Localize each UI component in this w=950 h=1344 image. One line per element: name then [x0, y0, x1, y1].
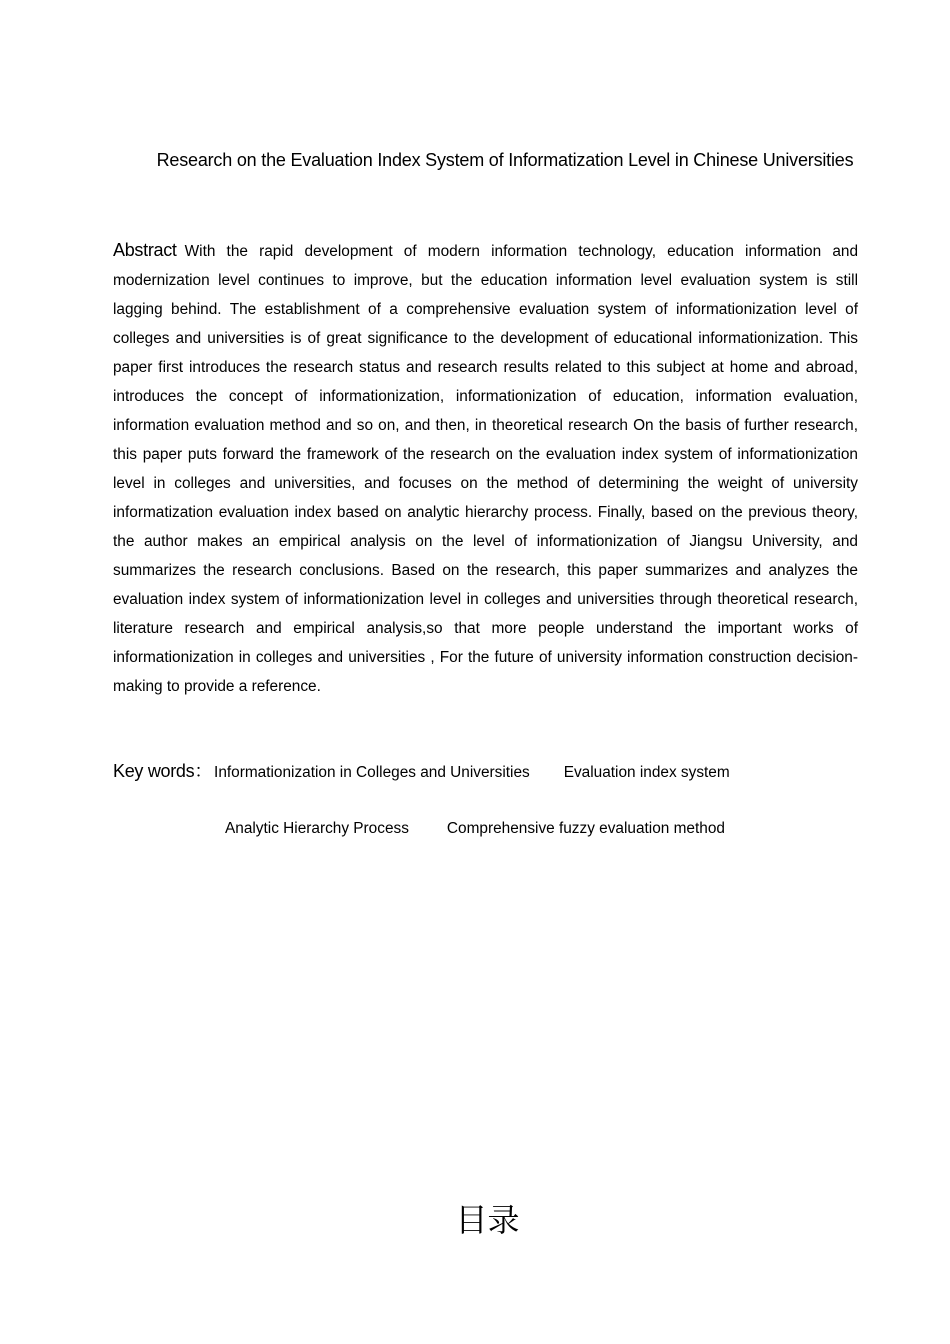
keyword-item: Analytic Hierarchy Process	[225, 820, 409, 837]
keyword-item: Informationization in Colleges and Universities	[214, 764, 530, 781]
abstract-paragraph	[113, 236, 858, 701]
abstract-text: With the rapid development of modern information technology, education information and modernization level continues to improve, but the education information level evaluation system is still lagging behind. The establishment of a comprehensive evaluation system of informationization level of colleges and universities is of great significance to the development of educational informationization. This paper first introduces the research status and research results related to this subject at home and abroad, introduces the concept of informationization, informationization of education, information evaluation, information evaluation method and so on, and then, in theoretical research On the basis of further research, this paper puts forward the framework of the research on the evaluation index system of informationization level in colleges and universities, and focuses on the method of determining the weight of university informatization evaluation index based on analytic hierarchy process. Finally, based on the previous theory, the author makes an empirical analysis on the level of informationization of Jiangsu University, and summarizes the research conclusions. Based on the research, this paper summarizes and analyzes the evaluation index system of informationization level in colleges and universities through theoretical research, literature research and empirical analysis,so that more people understand the important works of informationization in colleges and universities , For the future of university information construction decision-making to provide a reference.	[113, 243, 858, 695]
keyword-item: Evaluation index system	[563, 764, 730, 781]
paper-title: Research on the Evaluation Index System of Informatization Level in Chinese Universities	[156, 150, 854, 170]
keywords-line-2	[225, 814, 725, 843]
keywords-line	[113, 757, 858, 787]
toc-heading: 目录	[455, 1201, 520, 1239]
abstract-label: Abstract	[113, 240, 177, 260]
keyword-item: Comprehensive fuzzy evaluation method	[446, 820, 725, 837]
keywords-label: Key words：	[113, 761, 213, 781]
